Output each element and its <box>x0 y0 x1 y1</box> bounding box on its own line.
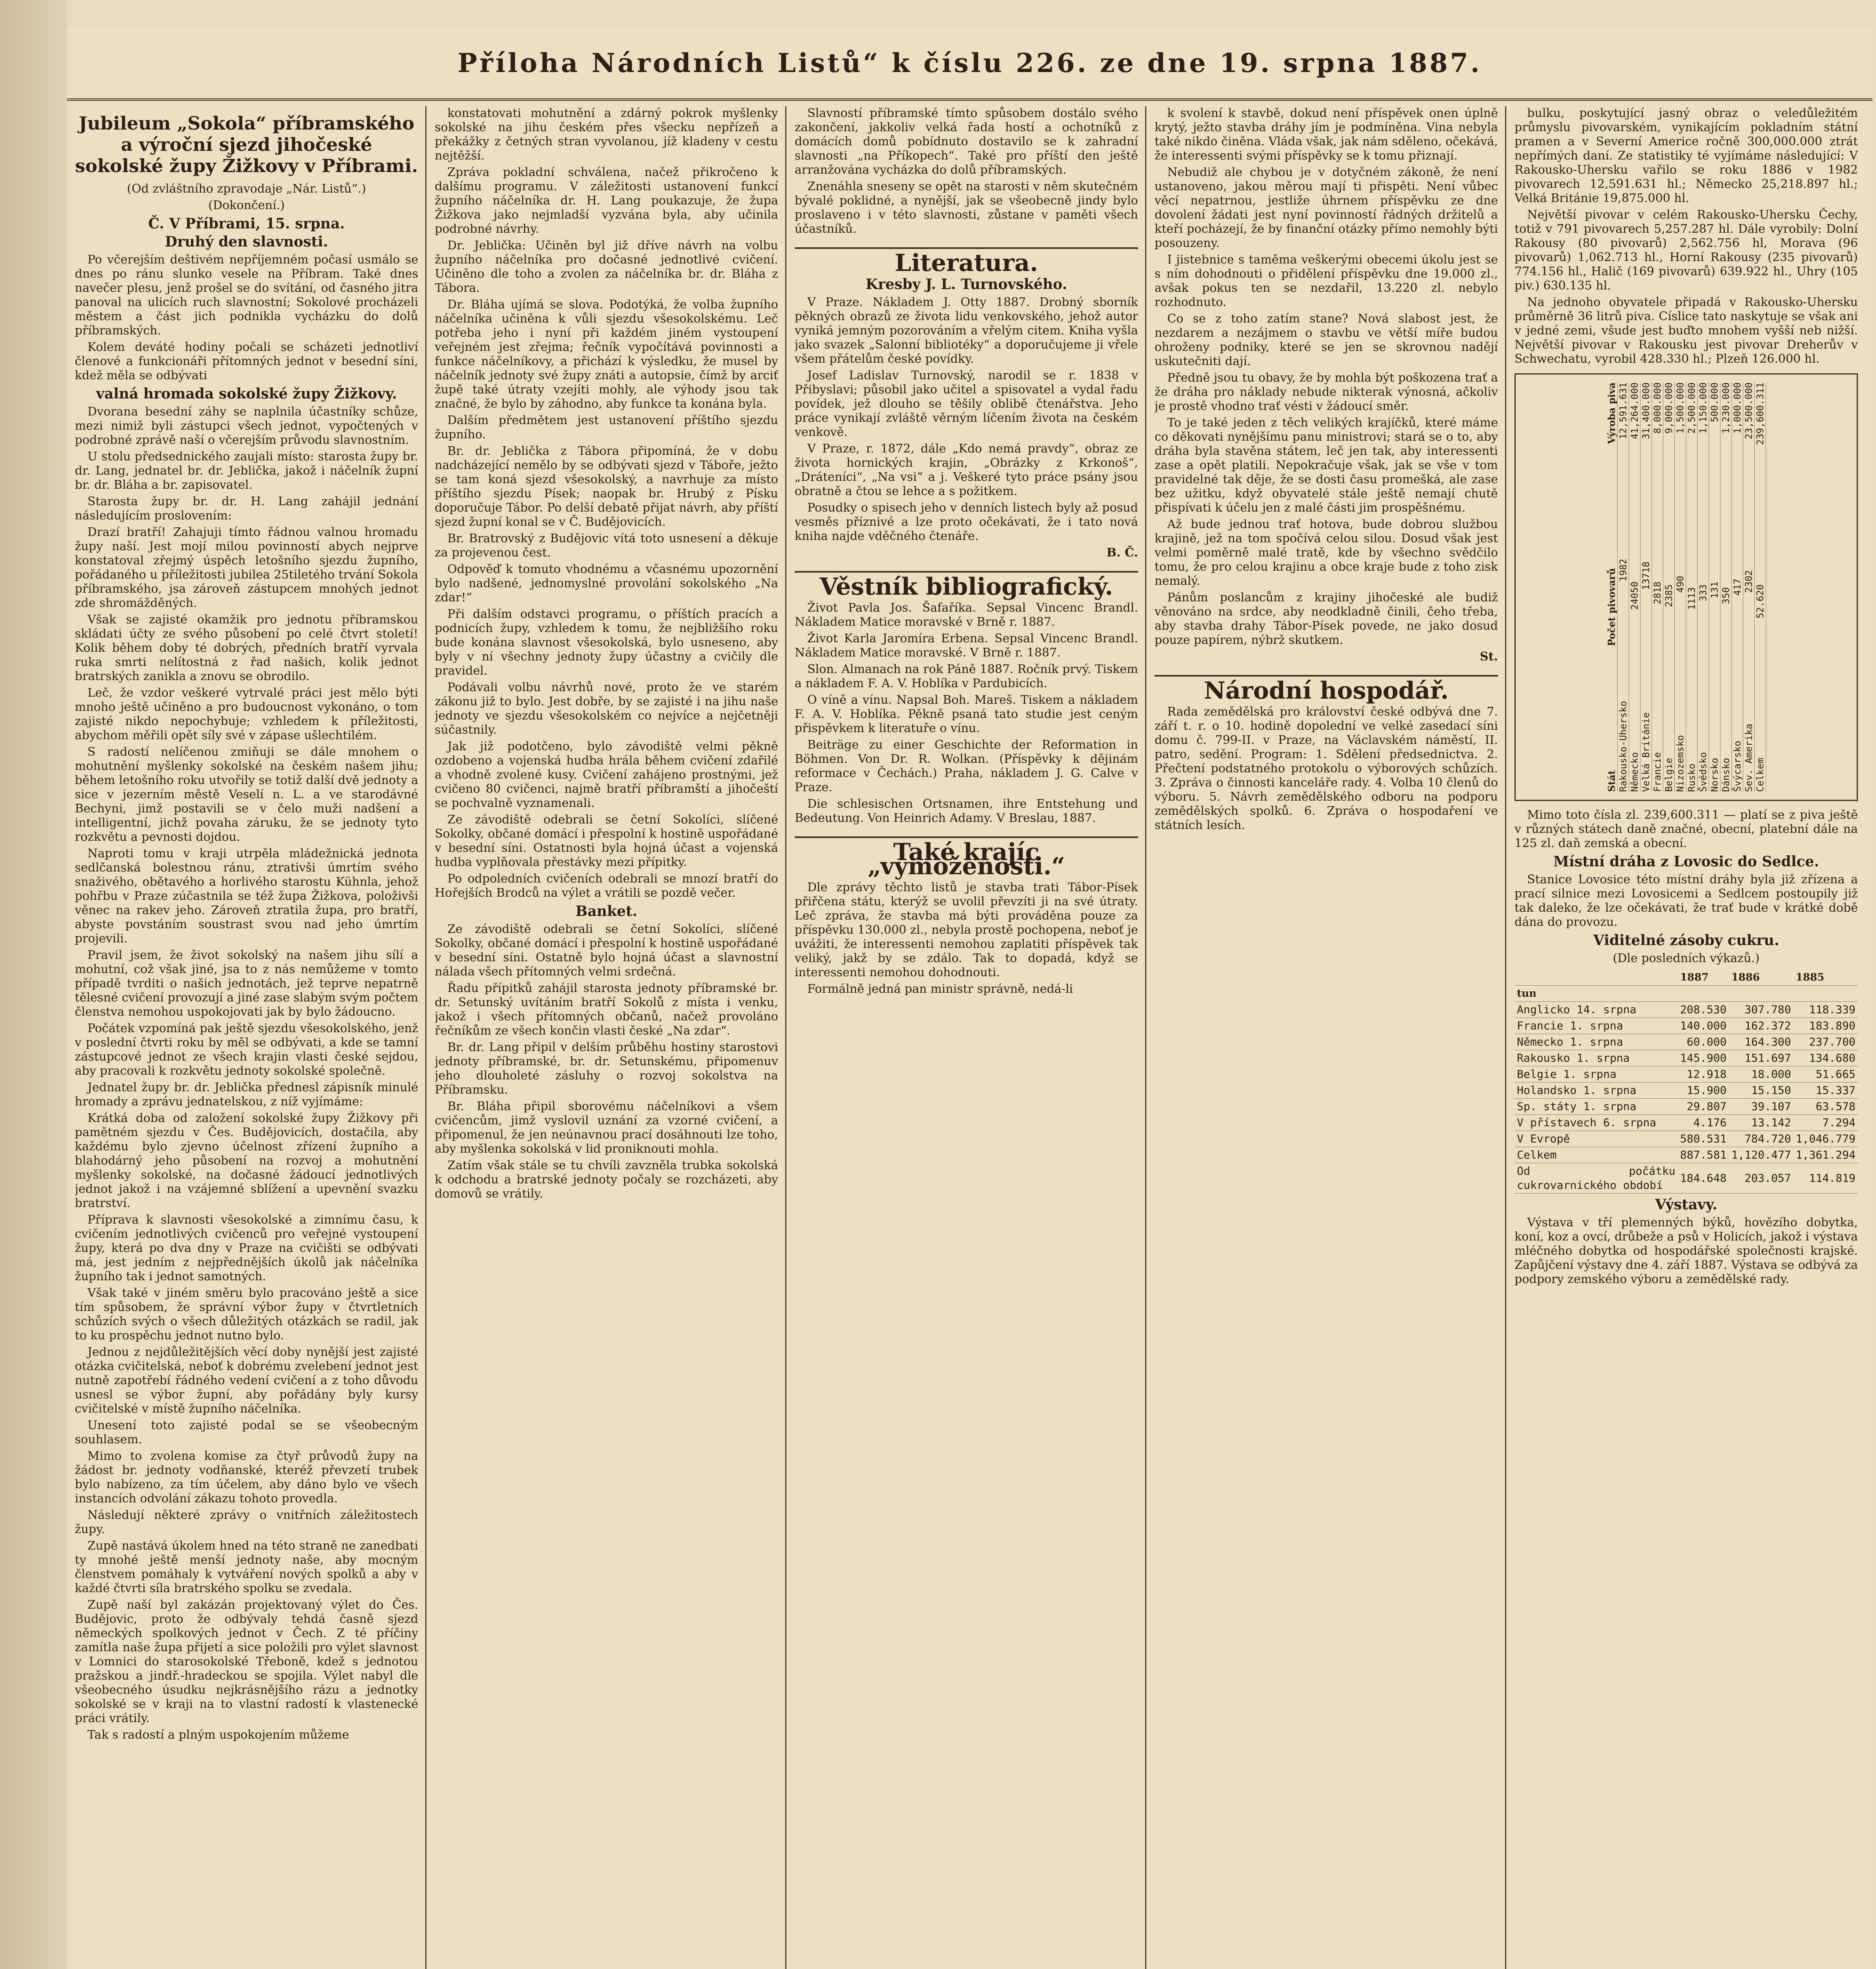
beer-table-cell: 333 <box>1698 584 1709 602</box>
paragraph: Po včerejším deštivém nepříjemném počasí usmálo se dnes po ránu slunko vesele na Příbram. Také dnes navečer plesu, jenž prošel se do svítání, od časného jitra panoval na ulicích ruch slavnostní; Sokolové procházeli městem a část jich podnikla vycházku do dolů příbramských. <box>75 253 418 337</box>
beer-table-cell: 1,230.000 <box>1720 382 1731 434</box>
sugar-table-row <box>1515 1066 1858 1083</box>
beer-table-row <box>1755 382 1766 792</box>
paragraph: Zpráva pokladní schválena, načež přikročeno k dalšímu programu. V záležitosti ustanovení funkcí župního náčelníka dr. H. Lang poukazuje, že župa Žižkova jako nejmladší vyzvána byla, aby učinila podrobné návrhy. <box>435 165 778 236</box>
paragraph: Naproti tomu v kraji utrpěla mládežnická jednota sedlčanská bolestnou ránu, ztrativši úmrtím svého snaživého, obětavého a horlivého starostu Kühnla, jehož pohřbu v Praze zúčastnila se též župa Žižkova, položivši věnec na rakev jeho. Zároveň ztratila župa, pro bratří, abyste povstáním soustrast svou nad jeho úmrtím projevili. <box>75 847 418 946</box>
beer-table-cell: 1113 <box>1686 587 1697 610</box>
sugar-table-row <box>1515 1050 1858 1066</box>
sugar-table-cell: Německo 1. srpna <box>1515 1034 1678 1050</box>
beer-table-cell: 2818 <box>1652 581 1663 604</box>
paragraph: Pravil jsem, že život sokolský na našem jihu sílí a mohutní, což však jiné, jsa to z nás nemůžeme v tomto případě tvrditi o našich jednotách, jež teprve nepatrně tělesné cvičení provozují a jiné zase slabým svým počtem členstva nemohou uspokojovati jak by bylo žádoucno. <box>75 948 418 1019</box>
beer-table-cell: 8,000.000 <box>1652 382 1663 434</box>
sugar-table-head-cell: 1887 <box>1678 970 1729 986</box>
paragraph: Jak již podotčeno, bylo závodiště velmi pěkně ozdobeno a vojenská hudba hrála během cvičení zdařilé a vhodně zvolené kusy. Cvičení zahájeno prostnými, jež cvičeno 80 cvičenci, najmě bratří příbramští a jihočeští se pochvalně vyznamenali. <box>435 740 778 810</box>
section-title-vestnik: Věstník bibliografický. <box>795 571 1138 594</box>
sugar-table-cell: Anglicko 14. srpna <box>1515 1002 1678 1018</box>
subheading: Druhý den slavnosti. <box>165 234 328 250</box>
paragraph: Posudky o spisech jeho v denních listech byly až posud vesměs příznivé a lze proto očekávati, že i tato nová kniha najde vděčného čtenáře. <box>795 501 1138 543</box>
byline: (Od zvláštního zpravodaje „Nár. Listů“.) <box>127 182 366 196</box>
paragraph: Při dalším odstavci programu, o příštích pracích a podnicích župy, vzhledem k tomu, že nejbližšího roku bude konána slavnost všesokolská, bylo usneseno, aby byly v ní všechny jednoty župy účastny a cvičily dle pravidel. <box>435 607 778 678</box>
beer-table-cell: Rusko <box>1686 763 1697 792</box>
paragraph: Co se z toho zatím stane? Nová slabost jest, že nezdarem a nezájmem o stavbu ve větší míře budou ohroženy podniky, které se jen se skrovnou nadějí uskutečniti dají. <box>1155 312 1498 368</box>
sugar-table-cell: Holandsko 1. srpna <box>1515 1083 1678 1099</box>
paragraph: Kolem deváté hodiny počali se scházeti jednotliví členové a funkcionáři přítomných jednot v besední síni, kdež měla se odbývati <box>75 340 418 382</box>
sugar-table-row <box>1515 1099 1858 1115</box>
beer-table-cell: 12,591.631 <box>1618 382 1629 439</box>
sugar-table-cell: 1,046.779 <box>1793 1131 1858 1147</box>
paragraph: Stanice Lovosice této místní dráhy byla již zřízena a prací silnice mezi Lovosicemi a Sedlcem postoupily již tak daleko, že lze očekávati, že trať bude v krátké době dána do provozu. <box>1515 873 1858 929</box>
beer-table-cell: 1982 <box>1618 558 1629 582</box>
subheading: Kresby J. L. Turnovského. <box>866 276 1067 293</box>
beer-table-cell: 13718 <box>1641 561 1652 590</box>
paragraph: Br. dr. Lang připil v delším průběhu hostiny starostovi jednoty příbramské, br. dr. Setunskému, připomenuv jeho dlouholeté zásluhy o rozvoj sokolstva na Příbramsku. <box>435 1040 778 1097</box>
paragraph: Leč, že vzdor veškeré vytrvalé práci jest mělo býti mnoho ještě učiněno a pro budoucnost vykonáno, o tom zajisté nikdo nepochybuje; vzhledem k příležitosti, abychom měřili opět síly své v zápase ušlechtilém. <box>75 686 418 742</box>
paragraph: V Praze, r. 1872, dále „Kdo nemá pravdy“, obraz ze života hornických krajin, „Obrázky z Krkonoš“, „Dráteníci“, „Na vsi“ a j. Veškeré tyto práce psány jsou obratně a čtou se lehce a s požitkem. <box>795 442 1138 498</box>
beer-table-cell: Nizozemsko <box>1675 735 1686 792</box>
sugar-table-cell: 162.372 <box>1729 1018 1794 1034</box>
paragraph: Nebudiž ale chybou je v dotyčném zákoně, že není ustanoveno, jakou měrou mají ti přispěti. Není vůbec věcí nepatrnou, jestliže úhrnem příspěvku ze dne dovolení žádati jest nyní povinností řádných držitelů a kteří pocházejí, že by finanční otázky přímo nemohly býti posouzeny. <box>1155 165 1498 250</box>
paragraph: Dle zprávy těchto listů je stavba trati Tábor-Písek přiřčena státu, kterýž se uvolil převzíti ji na své útraty. Leč zpráva, že stavba má býti prováděna pouze za příspěvku 130.000 zl., nebyla prostě pochopena, neboť je uvážiti, že interessenti nemohou zaplatiti příspěvek tak veliký, jakž by se zdálo. Tak to dopadá, když se interessenti nemohou dohodnouti. <box>795 881 1138 979</box>
signature: St. <box>1480 650 1498 664</box>
sugar-table-cell: Sp. státy 1. srpna <box>1515 1099 1678 1115</box>
sugar-stocks-table <box>1515 970 1858 1194</box>
sugar-table-header <box>1515 970 1858 986</box>
sugar-table-cell: 7.294 <box>1793 1115 1858 1131</box>
beer-table-row <box>1698 382 1709 792</box>
paragraph: V Praze. Nákladem J. Otty 1887. Drobný sborník pěkných obrazů ze života lidu venkovského, jehož autor vyniká jemným pozorováním a vřelým citem. Kniha vyšla jako svazek „Salonní bibliotéky“ a doporučujeme ji vřele všem přátelům české povídky. <box>795 295 1138 366</box>
sugar-table-row <box>1515 1083 1858 1099</box>
paragraph: konstatovati mohutnění a zdárný pokrok myšlenky sokolské na jihu českém přes všecku nepřízeň a překážky z četných stran vyvolanou, jíž kladeny v cestu nejtěžší. <box>435 106 778 163</box>
paragraph: Až bude jednou trať hotova, bude dobrou službou krajině, jež na tom spočívá celou silou. Dosud však jest velmi poměrně malé tratě, kde by všechno svědčilo tomu, že pro celou krajinu a obce kraje bude z toho zisk nemalý. <box>1155 517 1498 588</box>
paragraph: Odpověď k tomuto vhodnému a včasnému upozornění bylo nadšené, jednomyslné provolání sokolského „Na zdar!“ <box>435 562 778 604</box>
sugar-table-cell: Rakousko 1. srpna <box>1515 1050 1678 1066</box>
paragraph: Předně jsou tu obavy, že by mohla být poškozena trať a že dráha pro náklady nebude nikterak výnosná, ačkoliv je prostě vhodno trať vésti v žádoucí směr. <box>1155 371 1498 413</box>
beer-table-cell: 23,500.000 <box>1743 382 1754 439</box>
column-1 <box>75 106 418 1969</box>
beer-table-cell: 2,500.000 <box>1686 382 1697 434</box>
beer-table-col-production: Výroba piva <box>1606 382 1617 444</box>
beer-table-cell: 417 <box>1732 578 1743 596</box>
paragraph: Výstava v tří plemenných býků, hovězího dobytka, koní, koz a ovcí, drůbeže a psů v Holicích, jakož i výstava mléčného dobytka od hospodářské společnosti krajské. Zapůjčení výstavy dne 4. září 1887. Výstava se odbývá za podpory zemského výboru a zemědělské rady. <box>1515 1216 1858 1286</box>
sugar-table-cell: 39.107 <box>1729 1099 1794 1115</box>
sugar-table-cell: 1,120.477 <box>1729 1147 1794 1163</box>
paragraph: Největší pivovar v celém Rakousko-Uhersku Čechy, totiž v 791 pivovarech 5,257.287 hl. Dále vyrobily: Dolní Rakousy (80 pivovarů) 2,562.756 hl, Morava (96 pivovarů) 1,062.713 hl., Horní Rakousy (235 pivovarů) 774.156 hl., Halič (169 pivovarů) 639.922 hl., Uhry (105 piv.) 630.135 hl. <box>1515 208 1858 293</box>
bibliography-entry: Život Pavla Jos. Šafaříka. Sepsal Vincenc Brandl. Nákladem Matice moravské v Brně r. 1887. <box>795 601 1138 629</box>
beer-production-table-rotated <box>1606 382 1766 792</box>
paragraph: Zatím však stále se tu chvíli zavzněla trubka sokolská k odchodu a bratrské jednoty počaly se rozcházeti, aby domovů se vrátily. <box>435 1159 778 1201</box>
sugar-table-unit-row <box>1515 986 1858 1002</box>
beer-table-row <box>1618 382 1629 792</box>
bibliography-entry: Beiträge zu einer Geschichte der Reformation in Böhmen. Von Dr. R. Wolkan. (Příspěvky k dějinám reformace v Čechách.) Praha, nákladem J. G. Calve v Praze. <box>795 738 1138 794</box>
paragraph: Mimo to zvolena komise za čtyř průvodů župy na žádost br. jednoty vodňanské, kteréž převzetí trubek bylo nabízeno, za tím účelem, aby dáno bylo ve všech instancích odvolání zákazu tohoto provedla. <box>75 1449 418 1505</box>
beer-table-cell: 1,500.000 <box>1675 382 1686 434</box>
dateline: Č. V Příbrami, 15. srpna. <box>148 215 345 232</box>
sugar-table-row <box>1515 1002 1858 1018</box>
sugar-table-cell: 1,361.294 <box>1793 1147 1858 1163</box>
beer-table-row <box>1663 382 1675 792</box>
sugar-table-head-cell <box>1515 970 1678 986</box>
bibliography-entry: O víně a vínu. Napsal Boh. Mareš. Tiskem a nákladem F. A. V. Hoblíka. Pěkně psaná tato studie jest ceným přispěvkem k literatuře o vínu. <box>795 693 1138 735</box>
sugar-table-cell: 184.648 <box>1678 1163 1729 1194</box>
sugar-table-cell: 60.000 <box>1678 1034 1729 1050</box>
beer-table-cell: 350 <box>1720 587 1731 604</box>
sugar-table-cell: 114.819 <box>1793 1163 1858 1194</box>
paragraph: Krátká doba od založení sokolské župy Žižkovy při pamětném sjezdu v Čes. Budějovicích, dostačila, aby každému bylo zjevno účelnost zřízení župního a blahodárný jeho působení na rozvoj a mohutnění myšlenky sokolské, na dočasné žádoucí jednotlivých jednot jakož i na vzájemné sblížení a upevnění svazku bratrství. <box>75 1111 418 1210</box>
paragraph: Pánům poslancům z krajiny jihočeské ale budiž věnováno na srdce, aby neodkladně činili, čeho třeba, aby stavba drahy Tábor-Písek povede, ne jako dosud pouze papírem, nýbrž skutkem. <box>1155 591 1498 647</box>
paragraph: Příprava k slavnosti všesokolské a zimnímu času, k cvičením jednotlivých cvičenců pro veřejné vystoupení župy, která po dva dny v Praze na cvičišti se odbývati má, jest jedním z nejpřednějších úkolů jak náčelníka župního tak i jednot samotných. <box>75 1213 418 1283</box>
beer-table-cell: 1,150.000 <box>1698 382 1709 434</box>
sugar-table-cell: 13.142 <box>1729 1115 1794 1131</box>
beer-table-row <box>1720 382 1732 792</box>
paragraph: Dr. Bláha ujímá se slova. Podotýká, že volba župního náčelníka učiněna k vůli sjezdu všesokolskému. Leč potřeba jeho i nyní při každém jiném vystoupení veřejném jest zřejma; řečník vypočítává povinnosti a funkce náčelníkovy, a přichází k výsledku, že musel by náčelník jednoty své župy znáti a autopsie, čímž by arciť župě také útraty vzejíti mohly, ale výhody jsou tak značné, že bylo by záhodno, aby funkce ta konána byla. <box>435 298 778 411</box>
sugar-table-cell: V přístavech 6. srpna <box>1515 1115 1678 1131</box>
paragraph: Mimo toto čísla zl. 239,600.311 — platí se z piva ještě v různých státech daně značné, obecní, platební dále na 125 zl. daň zemská a obecní. <box>1515 808 1858 850</box>
beer-table-row <box>1709 382 1720 792</box>
beer-table-cell: Švédsko <box>1698 752 1709 792</box>
sugar-table-row <box>1515 1131 1858 1147</box>
beer-table-row <box>1732 382 1743 792</box>
column-rule <box>425 106 426 1969</box>
paragraph: Zupě nastává úkolem hned na této straně ne zanedbati ty mnohé ještě menší jednoty naše, aby mocným členstvem pomáhaly k vytváření nových spolků a aby v každé čtvrti síla bratrského spolku se zvedala. <box>75 1539 418 1595</box>
beer-table-row <box>1641 382 1652 792</box>
beer-table-cell: 52.620 <box>1755 584 1766 619</box>
paragraph: Jednou z nejdůležitějších věcí doby nynější jest zajisté otázka cvičitelská, neboť k dobrému zvelebení jednot jest nutně zapotřebí řádného vedení cvičení a z toho důvodu usnesl se výbor župní, aby pořádány byly kursy cvičitelské v místě župního náčelníka. <box>75 1345 418 1416</box>
paragraph: Slavností příbramské tímto spůsobem dostálo svého zakončení, jakkoliv velká řada hostí a ochotníků z domácích domů pobídnuto dostavilo se k zahradní slavnosti „na Příkopech“. Také pro příští den ještě arranžována vycházka do dolů příbramských. <box>795 106 1138 177</box>
column-rule <box>785 106 786 1969</box>
beer-table-cell: 490 <box>1675 576 1686 593</box>
sugar-table-cell: 18.000 <box>1729 1066 1794 1083</box>
scan-binding-edge <box>0 0 67 1969</box>
paragraph: Podávali volbu návrhů nové, proto že ve starém zákonu již to bylo. Jest dobře, by se zajisté i na jihu naše jednoty ve sjezdu všesokolském co nejvíce a nejčetněji súčastnily. <box>435 680 778 737</box>
paragraph: Ze závodiště odebrali se četní Sokolíci, slíčené Sokolky, občané domácí i přespolní k hostině uspořádané v besední síni. Ostatnosti byla hojná účast a vojenská hudba vyplňovala přestávky mezi přípitky. <box>435 813 778 869</box>
sugar-table-cell: Belgie 1. srpna <box>1515 1066 1678 1083</box>
sugar-table-cell: 4.176 <box>1678 1115 1729 1131</box>
paragraph: Řadu přípitků zahájil starosta jednoty příbramské br. dr. Setunský uvítáním bratří Sokolů z místa i venku, jakož i všech přítomných občanů, načež provoláno řečníkům ze všech končin vlasti české „Na zdar“. <box>435 981 778 1038</box>
paragraph: Však také v jiném směru bylo pracováno ještě a sice tím spůsobem, že správní výbor župy v čtvrtletních schůzích svých o všech důležitých otázkách se radil, jak to ku prospěchu jednot nutno bylo. <box>75 1286 418 1342</box>
paragraph: Dr. Jeblička: Učiněn byl již dříve návrh na volbu župního náčelníka pro dočasné jednotlivé cvičení. Učiněno dle toho a zvolen za náčelníka br. dr. Bláha z Tábora. <box>435 239 778 295</box>
sugar-table-cell: 183.890 <box>1793 1018 1858 1034</box>
paragraph: U stolu předsednického zaujali místo: starosta župy br. dr. Lang, jednatel br. dr. Jeblička, jakož i náčelník župní br. dr. Bláha a br. zapisovatel. <box>75 450 418 492</box>
paragraph: I jistebnice s taměma veškerými obecemi úkolu jest se s ním dohodnouti o přidělení příspěvku dne 19.000 zl., avšak pokus ten se nezdařil, 13.220 zl. nebylo rozhodnuto. <box>1155 253 1498 309</box>
beer-table-row <box>1743 382 1755 792</box>
beer-table-cell: Celkem <box>1755 758 1766 792</box>
bibliography-entry: Slon. Almanach na rok Páně 1887. Ročník prvý. Tiskem a nákladem F. A. V. Hoblíka v Pardubicích. <box>795 662 1138 690</box>
beer-table-cell: 24050 <box>1629 581 1640 610</box>
sugar-table-cell: 140.000 <box>1678 1018 1729 1034</box>
paragraph: bulku, poskytující jasný obraz o veledůležitém průmyslu pivovarském, vynikajícím pokladním státní pramen a v Severní Americe ročně 300,000.000 ztrát nepřímých daní. Ze statistiky té vyjímáme následující: V Rakousko-Uhersku vařilo se roku 1886 v 1982 pivovarech 12,591.631 hl.; Německo 25,218.897 hl.; Velká Británie 19,875.000 hl. <box>1515 106 1858 205</box>
sugar-table-cell: 134.680 <box>1793 1050 1858 1066</box>
beer-table-body <box>1618 382 1766 792</box>
sugar-table-row <box>1515 1115 1858 1131</box>
column-3 <box>795 106 1138 1969</box>
sugar-table-cell: 237.700 <box>1793 1034 1858 1050</box>
paragraph: Znenáhla sneseny se opět na starosti v něm skutečném bývalé poklidné, a nynější, jak se všeobecně jindy bylo proslaveno i v této slavnosti, zůstane v paměti všech účastníků. <box>795 180 1138 236</box>
column-rule <box>1145 106 1146 1969</box>
beer-table-cell: Velká Británie <box>1641 712 1652 792</box>
section-title-narodni-hospodar: Národní hospodář. <box>1155 675 1498 698</box>
bibliography-entry: Život Karla Jaromíra Erbena. Sepsal Vincenc Brandl. Nákladem Matice moravské. V Brně r. 1887. <box>795 632 1138 660</box>
paragraph: Drazí bratří! Zahajuji tímto řádnou valnou hromadu župy naší. Jest mojí milou povinností abych nejprve konstatoval zřejmý úspěch letošního sjezdu župního, pořádaného u příležitosti jubilea 25tiletého trvání Sokola příbramského, jsa zároveň zástupcem mnohých jednot zde shromážděných. <box>75 525 418 610</box>
paragraph: Tak s radostí a plným uspokojením můžeme <box>87 1728 349 1742</box>
sugar-table-cell: 118.339 <box>1793 1002 1858 1018</box>
paragraph: Br. Bratrovský z Budějovic vítá toto usnesení a děkuje za projevenou čest. <box>435 532 778 560</box>
continuation-note: (Dokončení.) <box>208 198 285 212</box>
sugar-table-cell: 203.057 <box>1729 1163 1794 1194</box>
subheading: Výstavy. <box>1655 1196 1717 1213</box>
beer-table-cell: 31,400.000 <box>1641 382 1652 439</box>
masthead <box>67 28 1872 101</box>
section-title-take-krajic: Také krajíc „vymoženosti.“ <box>795 836 1138 873</box>
paragraph: Dvorana besední záhy se naplnila účastníky schůze, mezi nimiž byli zástupci všech jednot, vypočtených v podrobné zprávě naší o včerejším průvodu slavnostním. <box>75 405 418 447</box>
paragraph: Unesení toto zajisté podal se se všeobecným souhlasem. <box>75 1418 418 1446</box>
beer-table-row <box>1652 382 1663 792</box>
beer-table-cell: 41,264.000 <box>1629 382 1640 439</box>
beer-production-table <box>1515 373 1858 801</box>
sugar-table-caption: (Dle posledních výkazů.) <box>1613 951 1760 965</box>
beer-table-cell: Francie <box>1652 752 1663 792</box>
paragraph: Rada zemědělská pro království české odbývá dne 7. září t. r. o 10. hodině dopolední ve velké zasedací síni domu č. 799-II. v Praze, na Václavském náměstí, II. patro, sedění. Program: 1. Sdělení předsednictva. 2. Přečtení podstatného protokolu o výborových schůzích. 3. Zpráva o činnosti kanceláře rady. 4. Volba 10 členů do výboru. 5. Návrh zemědělského odboru na podporu zemědělských spolků. 6. Zpráva o hospodaření ve státních lesích. <box>1155 705 1498 832</box>
sugar-table-cell: 145.900 <box>1678 1050 1729 1066</box>
paragraph: Po odpoledních cvičeních odebrali se mnozí bratří do Hořejších Brodců na výlet a vrátili se pozdě večer. <box>435 872 778 900</box>
column-4 <box>1155 106 1498 1969</box>
paragraph: Na jednoho obyvatele připadá v Rakousko-Uhersku průměrně 36 litrů piva. Císlice tato naskytuje se však ani v jedné zemi, všude jest buďto mnohem vyšší neb nižší. Největší pivovar v Rakousku jest pivovar Dreherův v Schwechatu, vyrobil 428.330 hl.; Plzeň 126.000 hl. <box>1515 295 1858 366</box>
paragraph: Zupě naší byl zakázán projektovaný výlet do Čes. Budějovic, proto že odbývaly tehdá časně sjezd německých spolkových jednot v Čech. Z té příčiny zamítla naše župa přijetí a sice položili pro výlet slavnost v Lomnici do starosokolské Třeboně, kdež s jednotou pražskou a jindř.-hradeckou se spojila. Výlet nabyl dle všeobecného úsudku nejkrásnějšího rázu a jednotky sokolské se v kraji na to vlastní radostí k vlastenecké práci vrátily. <box>75 1598 418 1725</box>
paragraph: To je také jeden z těch velikých krajíčků, které máme co děkovati nynějšímu panu ministrovi; stará se o to, aby dráha byla stavěna státem, leč jen tak, aby interessenti zase a opět platili. Nepokračuje však, jak se vše v tom pravidelné tak děje, že se dosti času promešká, ale zase bez užitku, když obyvatelé stále ještě nemají chutě přispívati k účelu jen z malé části jim prospěšnému. <box>1155 416 1498 515</box>
sugar-table-head-cell: 1886 <box>1729 970 1794 986</box>
column-5 <box>1515 106 1858 1969</box>
beer-table-cell: Dánsko <box>1720 758 1731 792</box>
beer-table-cell: Rakousko-Uhersko <box>1618 701 1629 792</box>
sugar-table-head-cell: 1885 <box>1793 970 1858 986</box>
paragraph: k svolení k stavbě, dokud není příspěvek onen úplně krytý, ježto stavba dráhy jím je podmíněna. Vina nebyla také nikdo činěna. Vláda však, jak nám sděleno, očekává, že interessenti svými příspěvky se k tomu přiznají. <box>1155 106 1498 163</box>
sugar-table-row <box>1515 1034 1858 1050</box>
beer-table-cell: Norsko <box>1709 758 1720 792</box>
beer-table-cell: 239,600.311 <box>1755 382 1766 445</box>
paragraph: Starosta župy br. dr. H. Lang zahájil jednání následujícím proslovením: <box>75 495 418 523</box>
beer-table-cell: Belgie <box>1663 758 1674 792</box>
sugar-table-cell: 15.150 <box>1729 1083 1794 1099</box>
newspaper-page <box>67 28 1872 1969</box>
column-2 <box>435 106 778 1969</box>
beer-table-row <box>1629 382 1641 792</box>
sugar-table-cell: 51.665 <box>1793 1066 1858 1083</box>
beer-table-row <box>1686 382 1698 792</box>
sugar-table-cell: 164.300 <box>1729 1034 1794 1050</box>
sugar-table-cell: 208.530 <box>1678 1002 1729 1018</box>
beer-table-cell: 1,000.000 <box>1732 382 1743 434</box>
subheading: Místní dráha z Lovosic do Sedlce. <box>1553 853 1819 870</box>
masthead-title: Příloha Národních Listů“ k číslu 226. ze dne 19. srpna 1887. <box>457 48 1482 78</box>
sugar-table-cell: 15.900 <box>1678 1083 1729 1099</box>
beer-table-header <box>1606 382 1618 792</box>
sugar-table-cell: 15.337 <box>1793 1083 1858 1099</box>
beer-table-col-state: Stát <box>1606 770 1617 792</box>
paragraph: Však se zajisté okamžik pro jednotu příbramskou skládati účty ze svého působení po celé čtvrt století! Kolik během doby té dobrých, předních bratří vyrvala ruka smrti nelítostná z řad našich, kolik jednot bratrských zanikla a znovu se obrodilo. <box>75 613 418 683</box>
beer-table-cell: 2302 <box>1743 570 1754 593</box>
sugar-table-cell: Francie 1. srpna <box>1515 1018 1678 1034</box>
paragraph: Jednatel župy br. dr. Jeblička přednesl zápisník minulé hromady a zprávu jednatelskou, z níž vyjímáme: <box>75 1081 418 1109</box>
paragraph: Dalším předmětem jest ustanovení příštího sjezdu župního. <box>435 413 778 441</box>
beer-table-cell: 500.000 <box>1709 382 1720 423</box>
sugar-table-cell: 12.918 <box>1678 1066 1729 1083</box>
section-title-literatura: Literatura. <box>795 247 1138 270</box>
subheading: Banket. <box>575 903 638 920</box>
signature: B. Č. <box>1106 546 1138 560</box>
beer-table-cell: 9,000.000 <box>1663 382 1674 434</box>
beer-table-cell: Sev. Amerika <box>1743 723 1754 792</box>
sugar-table-cell: Od počátku cukrovarnického období <box>1515 1163 1678 1194</box>
beer-table-row <box>1675 382 1686 792</box>
sugar-table-cell: Celkem <box>1515 1147 1678 1163</box>
paragraph: Následují některé zprávy o vnitřních záležitostech župy. <box>75 1508 418 1536</box>
paragraph: Josef Ladislav Turnovský, narodil se r. 1838 v Přibyslavi; působil jako učitel a spisovatel a vydal řadu povídek, jež dlouho se těšily oblibě čtenářstva. Jeho práce vynikají zvláště věrným líčením života na českém venkově. <box>795 369 1138 439</box>
beer-table-cell: Německo <box>1629 752 1640 792</box>
paragraph: Počátek vzpomíná pak ještě sjezdu všesokolského, jenž v poslední čtvrti roku by měl se odbývati, a kde se tamní zástupcové jednot ze všech krajin vlasti české sejdou, aby pracovali k rozkvětu jednoty sokolské společně. <box>75 1022 418 1078</box>
beer-table-col-breweries: Počet pivovarů <box>1606 568 1617 646</box>
paragraph: Formálně jedná pan ministr správně, nedá-li <box>807 982 1073 996</box>
paragraph: Ze závodiště odebrali se četní Sokolíci, slíčené Sokolky, občané domácí i přespolní k hostině uspořádané v besední síni. Ostatně bylo hojná účast a slavnostní nálada všech přítomných velmi srdečná. <box>435 922 778 979</box>
subheading: valná hromada sokolské župy Žižkovy. <box>96 386 397 402</box>
paragraph: S radostí nelíčenou zmiňuji se dále mnohem o mohutnění myšlenky sokolské na českém našem jihu; během letošního roku utvořily se totiž další dvě jednoty a sice v jezerním městě Veselí n. L. a ve starodávné Bechyni, jimž postavili se v čelo muži nadšení a intelligentní, jichž povaha záruku, že se jednoty tyto rozkvětu a pevnosti dojdou. <box>75 745 418 844</box>
sugar-table-body <box>1515 1002 1858 1194</box>
sugar-table-cell: V Evropě <box>1515 1131 1678 1147</box>
sugar-table-cell: 63.578 <box>1793 1099 1858 1115</box>
sugar-table-cell: 784.720 <box>1729 1131 1794 1147</box>
sugar-table-row <box>1515 1018 1858 1034</box>
sugar-table-unit: tun <box>1515 986 1858 1002</box>
subheading: Viditelné zásoby cukru. <box>1593 932 1780 949</box>
sugar-table-cell: 887.581 <box>1678 1147 1729 1163</box>
sugar-table-cell: 29.807 <box>1678 1099 1729 1115</box>
sugar-table-cell: 580.531 <box>1678 1131 1729 1147</box>
paragraph: Br. Bláha připil sborovému náčelníkovi a všem cvičencům, jimž vyslovil uznání za vzorné cvičení, a připomenul, že jen neúnavnou prací dosáhnouti lze toho, aby myšlenka sokolská v lid proniknouti mohla. <box>435 1099 778 1156</box>
article-title: Jubileum „Sokola“ příbramského a výroční sjezd jihočeské sokolské župy Žižkovy v Příbrami. <box>75 113 418 176</box>
beer-table-cell: 131 <box>1709 581 1720 599</box>
sugar-table-row <box>1515 1163 1858 1194</box>
bibliography-entry: Die schlesischen Ortsnamen, ihre Entstehung und Bedeutung. Von Heinrich Adamy. V Breslau, 1887. <box>795 797 1138 825</box>
beer-table-cell: Švýcarsko <box>1732 740 1743 792</box>
sugar-table-cell: 151.697 <box>1729 1050 1794 1066</box>
beer-table-cell: 2385 <box>1663 584 1674 607</box>
column-rule <box>1505 106 1506 1969</box>
paragraph: Br. dr. Jeblička z Tábora připomíná, že v dobu nadcházející nemělo by se odbývati sjezd v Táboře, ježto se tam koná sjezd všesokolský, a navrhuje za místo příštího sjezdu Písek; naopak br. Hrubý z Písku doporučuje Tábor. Po delší debatě přijat návrh, aby příští sjezd župní konal se v Č. Budějovicích. <box>435 444 778 529</box>
sugar-table-cell: 307.780 <box>1729 1002 1794 1018</box>
sugar-table-row <box>1515 1147 1858 1163</box>
